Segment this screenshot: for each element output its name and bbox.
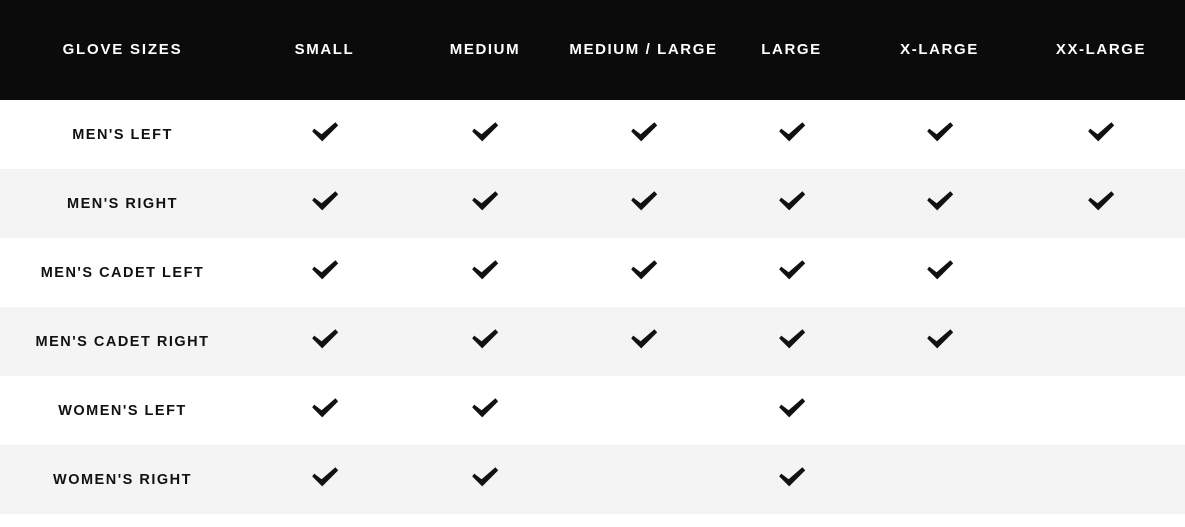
column-header-medium-large: MEDIUM / LARGE [566,0,721,100]
cell-medium [404,307,566,376]
empty-cell [862,399,1017,423]
cell-large [721,376,862,445]
cell-large [721,307,862,376]
column-header-small: SMALL [245,0,404,100]
cell-x-large [862,307,1017,376]
empty-cell [1017,261,1185,285]
header-row [0,0,1185,100]
check-icon [925,327,955,351]
cell-x-large [862,238,1017,307]
check-icon [777,465,807,489]
check-icon [310,189,340,213]
cell-small [245,238,404,307]
table-row [0,100,1185,169]
check-icon [925,120,955,144]
cell-x-large [862,100,1017,169]
column-header-x-large: X-LARGE [862,0,1017,100]
check-icon [629,258,659,282]
cell-medium [404,100,566,169]
cell-small [245,169,404,238]
table-header [0,0,1185,100]
cell-medium-large [566,445,721,514]
check-icon [629,189,659,213]
cell-medium-large [566,376,721,445]
empty-cell [566,468,721,492]
check-icon [629,120,659,144]
check-icon [777,120,807,144]
table-body [0,100,1185,514]
cell-large [721,238,862,307]
row-label: MEN'S RIGHT [0,169,245,238]
table-row [0,238,1185,307]
check-icon [470,120,500,144]
empty-cell [566,399,721,423]
empty-cell [1017,468,1185,492]
cell-xx-large [1017,376,1185,445]
cell-large [721,445,862,514]
check-icon [925,258,955,282]
cell-xx-large [1017,445,1185,514]
check-icon [1086,120,1116,144]
row-label: MEN'S LEFT [0,100,245,169]
check-icon [925,189,955,213]
check-icon [1086,189,1116,213]
cell-small [245,100,404,169]
check-icon [310,465,340,489]
check-icon [777,396,807,420]
empty-cell [862,468,1017,492]
cell-medium-large [566,238,721,307]
cell-xx-large [1017,100,1185,169]
table-row [0,307,1185,376]
cell-xx-large [1017,307,1185,376]
column-header-glove-sizes: GLOVE SIZES [0,0,245,100]
check-icon [777,189,807,213]
column-header-large: LARGE [721,0,862,100]
check-icon [310,120,340,144]
empty-cell [1017,399,1185,423]
check-icon [470,396,500,420]
row-label: WOMEN'S LEFT [0,376,245,445]
check-icon [470,189,500,213]
table-row [0,169,1185,238]
column-header-medium: MEDIUM [404,0,566,100]
cell-medium [404,169,566,238]
cell-x-large [862,376,1017,445]
row-label: MEN'S CADET LEFT [0,238,245,307]
check-icon [470,327,500,351]
cell-xx-large [1017,169,1185,238]
check-icon [310,396,340,420]
cell-large [721,169,862,238]
check-icon [777,327,807,351]
cell-medium [404,445,566,514]
cell-small [245,445,404,514]
table-row [0,376,1185,445]
cell-medium-large [566,100,721,169]
check-icon [310,327,340,351]
cell-medium-large [566,169,721,238]
check-icon [470,465,500,489]
table-row [0,445,1185,514]
cell-medium [404,238,566,307]
check-icon [470,258,500,282]
cell-xx-large [1017,238,1185,307]
check-icon [310,258,340,282]
column-header-xx-large: XX-LARGE [1017,0,1185,100]
cell-medium [404,376,566,445]
cell-x-large [862,169,1017,238]
check-icon [777,258,807,282]
cell-small [245,307,404,376]
row-label: WOMEN'S RIGHT [0,445,245,514]
check-icon [629,327,659,351]
cell-large [721,100,862,169]
cell-medium-large [566,307,721,376]
cell-small [245,376,404,445]
row-label: MEN'S CADET RIGHT [0,307,245,376]
cell-x-large [862,445,1017,514]
empty-cell [1017,330,1185,354]
